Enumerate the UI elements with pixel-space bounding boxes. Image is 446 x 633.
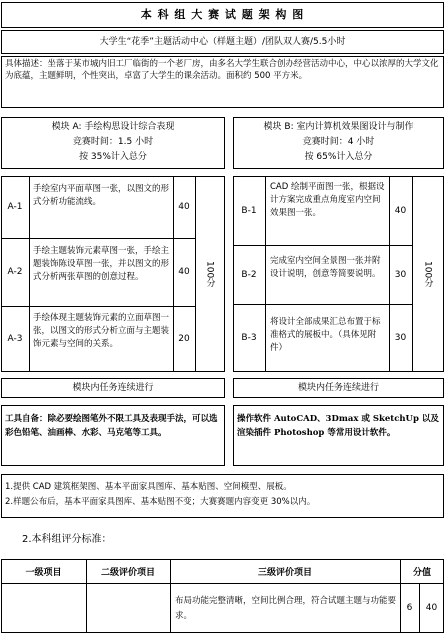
module-b-weight: 按 65%计入总分 <box>304 152 373 162</box>
task-description: 将设计全部成果汇总布置于标准格式的展板中。（具体见附件） <box>270 317 381 353</box>
note-line: 2.样题公布后，基本平面家具图库、基本贴图不变；大赛赛题内容变更 30%以内。 <box>5 497 316 507</box>
subtitle: 大学生“花季”主题活动中心（样题主题）/团队双人赛/5.5小时 <box>99 37 346 47</box>
description: 具体描述：坐落于某市城内旧工厂临街的一个老厂房，由多名大学生联合创办经营活动中心，中心以浓厚的大学文化为底蕴，主题鲜明，个性突出，卓富了大学生的课余活动。面积约 500 平方米。 <box>5 59 439 81</box>
module-b-software: 操作软件 AutoCAD、3Dmax 或 SketchUp 以及渲染插件 Photoshop 等常用设计软件。 <box>237 414 439 438</box>
task-score: 30 <box>394 269 407 280</box>
module-b-flow: 模块内任务连续进行 <box>297 383 379 393</box>
header-level-2: 二级评价项目 <box>100 567 155 578</box>
task-score: 20 <box>178 334 190 344</box>
task-description: 手绘主题装饰元素草图一张，手绘主题装饰陈设草图一张，并以图文的形式分析两张草图的创意过程。 <box>33 246 170 282</box>
header-level-3: 三级评价项目 <box>257 567 312 578</box>
module-b-total: 100分 <box>422 260 433 288</box>
task-id: A-1 <box>7 202 23 212</box>
task-score: 40 <box>394 205 407 216</box>
module-a-tools: 工具自备：除必要绘图笔外不限工具及表现手法，可以选彩色铅笔、油画棒、水彩、马克笔等工具。 <box>5 414 218 438</box>
task-id: B-1 <box>241 205 257 216</box>
note-line: 1.提供 CAD 建筑框架图、基本平面家具图库、基本贴图、空间模型、展板。 <box>5 482 292 492</box>
task-description: CAD 绘制平面图一张，根据设计方案完成重点角度室内空间效果图一张。 <box>270 182 385 218</box>
score-value: 6 <box>406 603 413 613</box>
task-score: 40 <box>178 267 190 277</box>
header-level-1: 一级项目 <box>25 567 62 578</box>
task-description: 手绘室内平面草图一张，以图文的形式分析功能流线。 <box>33 184 170 207</box>
module-b-time: 竞赛时间：4 小时 <box>302 137 375 147</box>
criteria-text: 布局功能完整清晰，空间比例合理，符合试题主题与功能要求。 <box>175 596 397 621</box>
task-score: 30 <box>394 333 407 343</box>
page-title: 本 科 组 大 赛 试 题 架 构 图 <box>140 8 305 21</box>
score-total: 40 <box>425 603 438 613</box>
module-a-flow: 模块内任务连续进行 <box>72 383 154 393</box>
task-score: 40 <box>178 202 190 212</box>
module-a-total: 100分 <box>204 260 215 288</box>
task-id: B-2 <box>241 269 257 280</box>
module-a-weight: 按 35%计入总分 <box>79 152 147 162</box>
header-score: 分值 <box>412 567 431 578</box>
section-heading: 2.本科组评分标准： <box>22 534 112 545</box>
module-a-title: 模块 A: 手绘构思设计综合表现 <box>51 122 175 132</box>
task-id: A-3 <box>7 334 23 344</box>
module-a-time: 竞赛时间：1.5 小时 <box>72 137 154 147</box>
task-description: 手绘体现主题装饰元素的立面草图一张，以图文的形式分析立面与主题装饰元素与空间的关系。 <box>33 313 170 349</box>
task-id: A-2 <box>7 267 23 277</box>
task-id: B-3 <box>241 333 257 343</box>
task-description: 完成室内空间全景图一张并附设计说明，创意等简要说明。 <box>270 256 381 279</box>
module-b-title: 模块 B: 室内计算机效果图设计与制作 <box>263 122 414 132</box>
